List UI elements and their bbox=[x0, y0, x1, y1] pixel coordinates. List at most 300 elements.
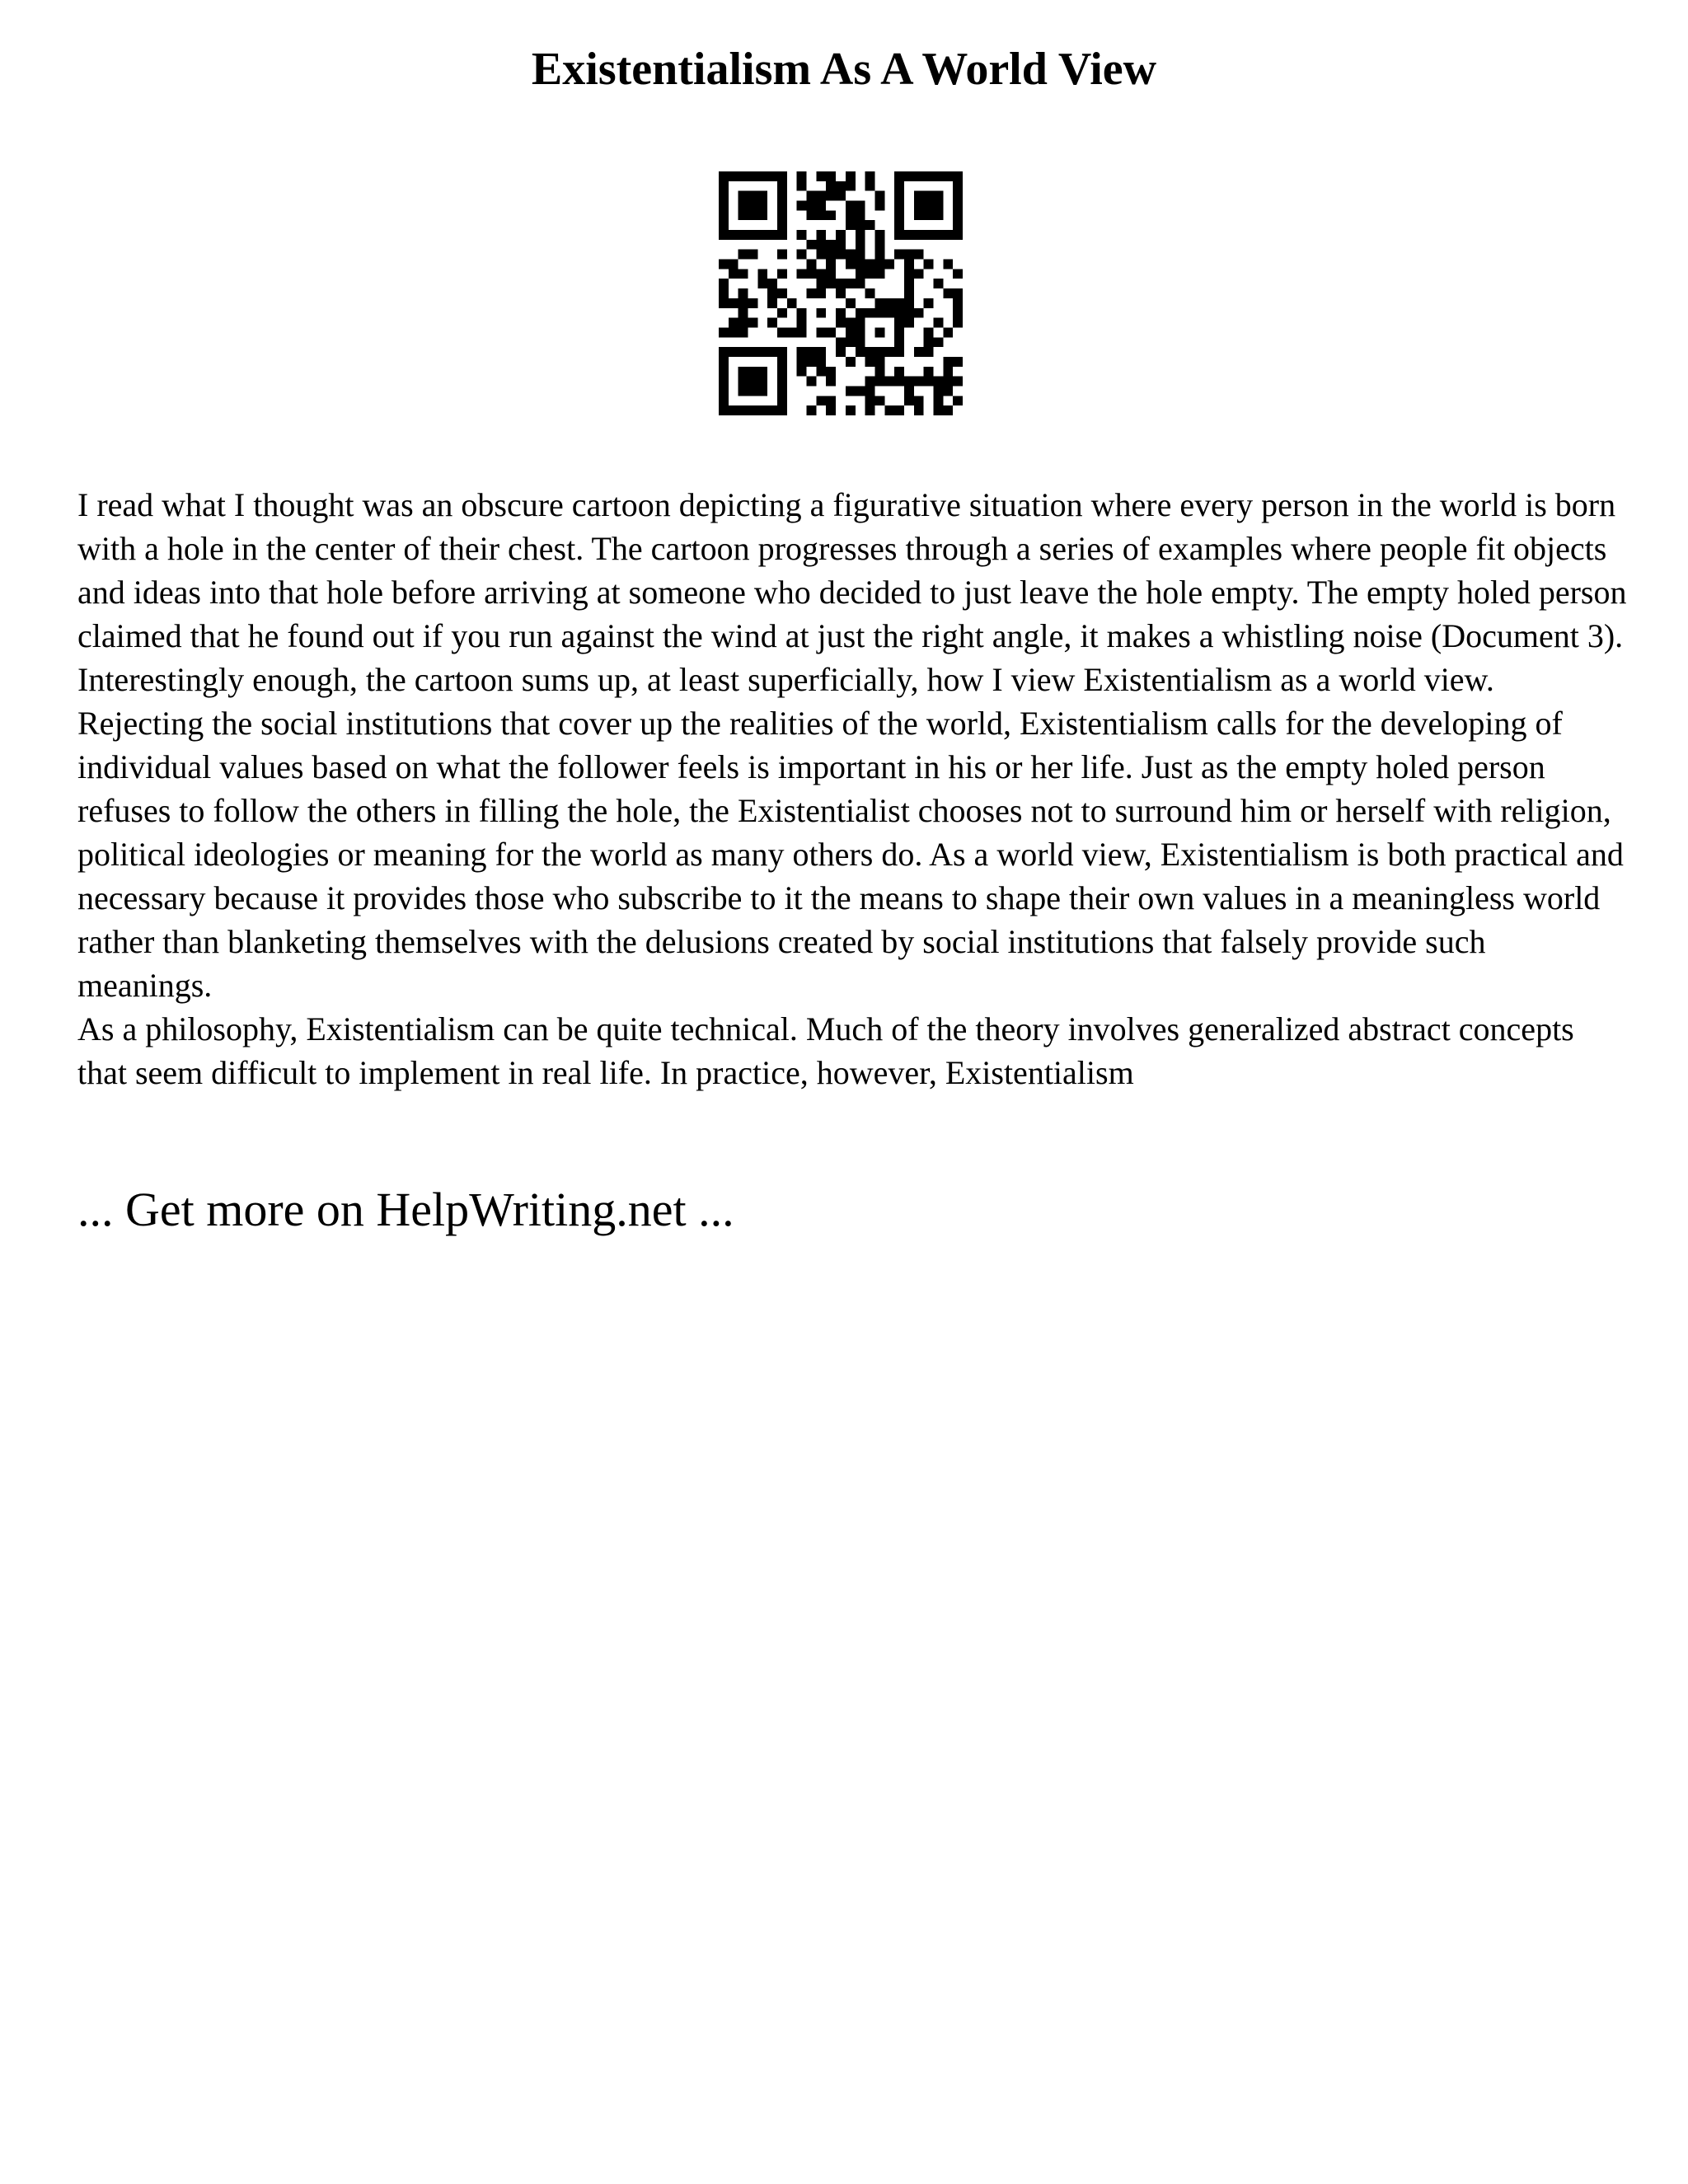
qr-module bbox=[719, 405, 729, 415]
qr-module bbox=[807, 357, 817, 367]
qr-module bbox=[816, 240, 826, 250]
qr-module bbox=[738, 367, 748, 377]
qr-module bbox=[933, 171, 943, 181]
qr-module bbox=[874, 327, 884, 337]
qr-module bbox=[797, 327, 807, 337]
qr-module bbox=[836, 318, 846, 328]
qr-module bbox=[719, 288, 729, 298]
qr-module bbox=[797, 250, 807, 260]
qr-module bbox=[856, 327, 865, 337]
qr-module bbox=[816, 288, 826, 298]
qr-module bbox=[856, 220, 865, 230]
qr-module bbox=[826, 250, 836, 260]
qr-module bbox=[924, 171, 934, 181]
qr-module bbox=[953, 181, 963, 191]
qr-module bbox=[719, 171, 729, 181]
qr-module bbox=[748, 298, 758, 308]
qr-module bbox=[757, 386, 767, 396]
qr-module bbox=[826, 327, 836, 337]
qr-module bbox=[874, 191, 884, 201]
qr-module bbox=[807, 240, 817, 250]
qr-module bbox=[738, 327, 748, 337]
qr-module bbox=[943, 386, 953, 396]
qr-module bbox=[797, 201, 807, 211]
qr-module bbox=[914, 347, 924, 357]
qr-module bbox=[748, 318, 758, 328]
qr-module bbox=[953, 377, 963, 387]
qr-module bbox=[943, 230, 953, 240]
qr-module bbox=[953, 220, 963, 230]
qr-module bbox=[767, 279, 777, 288]
qr-module bbox=[777, 171, 787, 181]
qr-module bbox=[757, 191, 767, 201]
qr-module bbox=[719, 347, 729, 357]
qr-module bbox=[865, 181, 875, 191]
qr-module bbox=[729, 318, 738, 328]
qr-module bbox=[748, 250, 758, 260]
qr-module bbox=[943, 377, 953, 387]
qr-module bbox=[836, 181, 846, 191]
qr-module bbox=[933, 191, 943, 201]
qr-module bbox=[933, 396, 943, 405]
qr-module bbox=[738, 298, 748, 308]
qr-module bbox=[729, 298, 738, 308]
qr-module bbox=[826, 396, 836, 405]
qr-module bbox=[865, 260, 875, 269]
qr-module bbox=[874, 269, 884, 279]
qr-module bbox=[738, 288, 748, 298]
qr-module bbox=[953, 210, 963, 220]
qr-module bbox=[874, 347, 884, 357]
qr-module bbox=[738, 386, 748, 396]
qr-module bbox=[719, 181, 729, 191]
qr-module bbox=[924, 260, 934, 269]
qr-module bbox=[846, 201, 856, 211]
qr-module bbox=[777, 347, 787, 357]
qr-module bbox=[757, 269, 767, 279]
get-more-link[interactable]: ... Get more on HelpWriting.net ... bbox=[77, 1183, 734, 1236]
qr-module bbox=[924, 201, 934, 211]
qr-module bbox=[874, 260, 884, 269]
qr-module bbox=[894, 405, 904, 415]
qr-module bbox=[874, 377, 884, 387]
qr-module bbox=[836, 279, 846, 288]
qr-module bbox=[767, 288, 777, 298]
qr-module bbox=[924, 367, 934, 377]
qr-module bbox=[777, 230, 787, 240]
qr-module bbox=[904, 308, 914, 318]
qr-module bbox=[894, 377, 904, 387]
qr-module bbox=[748, 405, 758, 415]
qr-module bbox=[846, 386, 856, 396]
qr-module bbox=[856, 308, 865, 318]
qr-module bbox=[846, 181, 856, 191]
qr-module bbox=[738, 269, 748, 279]
qr-module bbox=[719, 220, 729, 230]
qr-module bbox=[797, 308, 807, 318]
qr-module bbox=[856, 260, 865, 269]
qr-module bbox=[846, 357, 856, 367]
qr-module bbox=[874, 201, 884, 211]
qr-module bbox=[777, 367, 787, 377]
qr-module bbox=[933, 279, 943, 288]
qr-module bbox=[856, 337, 865, 347]
body-paragraph-2: As a philosophy, Existentialism can be quite technical. Much of the theory involves generalized abstract concepts that seem difficult to implement in real life. In practice, however, Existentialism bbox=[77, 1010, 1574, 1091]
qr-module bbox=[757, 347, 767, 357]
qr-module bbox=[777, 250, 787, 260]
qr-module bbox=[865, 357, 875, 367]
qr-module bbox=[767, 405, 777, 415]
qr-module bbox=[884, 308, 894, 318]
qr-module bbox=[836, 288, 846, 298]
qr-module bbox=[826, 191, 836, 201]
qr-module bbox=[943, 288, 953, 298]
qr-module bbox=[846, 279, 856, 288]
qr-module bbox=[738, 230, 748, 240]
qr-module bbox=[757, 279, 767, 288]
qr-module bbox=[904, 298, 914, 308]
qr-module bbox=[874, 250, 884, 260]
qr-module bbox=[729, 171, 738, 181]
qr-module bbox=[874, 357, 884, 367]
qr-module bbox=[914, 191, 924, 201]
qr-module bbox=[787, 327, 797, 337]
qr-module bbox=[933, 405, 943, 415]
qr-module bbox=[826, 405, 836, 415]
qr-module bbox=[777, 377, 787, 387]
qr-module bbox=[738, 318, 748, 328]
qr-module bbox=[894, 181, 904, 191]
qr-module bbox=[865, 308, 875, 318]
qr-module bbox=[856, 318, 865, 328]
qr-module bbox=[826, 240, 836, 250]
qr-module bbox=[874, 396, 884, 405]
qr-module bbox=[904, 318, 914, 328]
qr-module bbox=[924, 337, 934, 347]
qr-module bbox=[836, 191, 846, 201]
qr-module bbox=[894, 210, 904, 220]
qr-module bbox=[914, 269, 924, 279]
qr-module bbox=[816, 269, 826, 279]
document-title: Existentialism As A World View bbox=[531, 44, 1157, 95]
qr-module bbox=[738, 210, 748, 220]
qr-module bbox=[719, 201, 729, 211]
qr-module bbox=[836, 250, 846, 260]
qr-module bbox=[894, 230, 904, 240]
qr-module bbox=[924, 230, 934, 240]
qr-module bbox=[719, 298, 729, 308]
qr-module bbox=[914, 201, 924, 211]
qr-module bbox=[719, 191, 729, 201]
qr-module bbox=[729, 327, 738, 337]
qr-module bbox=[777, 288, 787, 298]
qr-module bbox=[933, 337, 943, 347]
qr-module bbox=[748, 210, 758, 220]
qr-module bbox=[777, 405, 787, 415]
qr-module bbox=[953, 357, 963, 367]
qr-module bbox=[904, 171, 914, 181]
qr-module bbox=[757, 171, 767, 181]
qr-module bbox=[738, 347, 748, 357]
qr-module bbox=[846, 210, 856, 220]
qr-module bbox=[924, 210, 934, 220]
qr-module bbox=[856, 201, 865, 211]
qr-module bbox=[719, 396, 729, 405]
qr-module bbox=[816, 396, 826, 405]
qr-module bbox=[816, 367, 826, 377]
qr-module bbox=[807, 405, 817, 415]
qr-module bbox=[894, 191, 904, 201]
qr-module bbox=[719, 279, 729, 288]
qr-module bbox=[748, 230, 758, 240]
qr-module bbox=[846, 405, 856, 415]
qr-module bbox=[924, 298, 934, 308]
qr-module bbox=[884, 347, 894, 357]
qr-module bbox=[777, 220, 787, 230]
qr-module bbox=[856, 240, 865, 250]
qr-module bbox=[816, 308, 826, 318]
qr-module bbox=[894, 347, 904, 357]
qr-module bbox=[953, 288, 963, 298]
qr-module bbox=[807, 191, 817, 201]
qr-module bbox=[777, 210, 787, 220]
qr-module bbox=[904, 269, 914, 279]
qr-module bbox=[856, 269, 865, 279]
qr-module bbox=[757, 405, 767, 415]
qr-module bbox=[894, 318, 904, 328]
qr-module bbox=[914, 396, 924, 405]
qr-module bbox=[914, 405, 924, 415]
qr-module bbox=[904, 386, 914, 396]
qr-module bbox=[729, 260, 738, 269]
qr-module bbox=[797, 230, 807, 240]
qr-module bbox=[738, 171, 748, 181]
qr-module bbox=[914, 250, 924, 260]
qr-module bbox=[748, 347, 758, 357]
qr-module bbox=[807, 347, 817, 357]
qr-module bbox=[904, 288, 914, 298]
qr-module bbox=[748, 377, 758, 387]
qr-module bbox=[953, 171, 963, 181]
qr-module bbox=[914, 230, 924, 240]
qr-module bbox=[816, 347, 826, 357]
qr-module bbox=[914, 171, 924, 181]
qr-module bbox=[767, 230, 777, 240]
qr-module bbox=[953, 318, 963, 328]
qr-module bbox=[865, 405, 875, 415]
qr-module bbox=[767, 347, 777, 357]
qr-module bbox=[748, 201, 758, 211]
qr-module bbox=[894, 337, 904, 347]
qr-module bbox=[836, 337, 846, 347]
qr-module bbox=[836, 347, 846, 357]
qr-module bbox=[865, 386, 875, 396]
qr-module bbox=[924, 347, 934, 357]
qr-module bbox=[826, 377, 836, 387]
qr-module bbox=[748, 386, 758, 396]
qr-module bbox=[943, 260, 953, 269]
qr-module bbox=[777, 269, 787, 279]
qr-module bbox=[787, 298, 797, 308]
qr-module bbox=[914, 210, 924, 220]
qr-module bbox=[797, 357, 807, 367]
qr-module bbox=[719, 367, 729, 377]
qr-module bbox=[933, 318, 943, 328]
qr-module bbox=[943, 367, 953, 377]
qr-module bbox=[874, 230, 884, 240]
qr-module bbox=[953, 396, 963, 405]
qr-module bbox=[894, 201, 904, 211]
qr-module bbox=[904, 377, 914, 387]
qr-module bbox=[757, 377, 767, 387]
qr-module bbox=[865, 347, 875, 357]
qr-module bbox=[738, 377, 748, 387]
qr-module bbox=[846, 250, 856, 260]
qr-module bbox=[894, 220, 904, 230]
qr-module bbox=[797, 269, 807, 279]
qr-module bbox=[865, 269, 875, 279]
qr-module bbox=[874, 298, 884, 308]
qr-module bbox=[904, 230, 914, 240]
qr-module bbox=[953, 308, 963, 318]
qr-module bbox=[846, 318, 856, 328]
qr-module bbox=[856, 250, 865, 260]
qr-module bbox=[757, 367, 767, 377]
qr-module bbox=[719, 210, 729, 220]
qr-module bbox=[826, 210, 836, 220]
qr-module bbox=[933, 386, 943, 396]
qr-module bbox=[797, 347, 807, 357]
qr-module bbox=[953, 191, 963, 201]
qr-module bbox=[846, 220, 856, 230]
document-body bbox=[77, 483, 1627, 1094]
qr-module bbox=[884, 260, 894, 269]
qr-module bbox=[767, 171, 777, 181]
qr-module bbox=[856, 347, 865, 357]
qr-module bbox=[807, 260, 817, 269]
qr-module bbox=[797, 318, 807, 328]
qr-module bbox=[816, 279, 826, 288]
qr-module bbox=[856, 210, 865, 220]
qr-module bbox=[826, 171, 836, 181]
qr-module bbox=[738, 191, 748, 201]
qr-module bbox=[738, 201, 748, 211]
body-paragraph-1: I read what I thought was an obscure cartoon depicting a figurative situation where every person in the world is born with a hole in the center of their chest. The cartoon progresses through a series of examples where people fit objects and ideas into that hole before arriving at someone who decided to just leave the hole empty. The empty holed person claimed that he found out if you run against the wind at just the right angle, it makes a whistling noise (Document 3). Interestingly enough, the cartoon sums up, at least superficially, how I view Existentialism as a world view. Rejecting the social institutions that cover up the realities of the world, Existentialism calls for the developing of individual values based on what the follower feels is important in his or her life. Just as the empty holed person refuses to follow the others in filling the hole, the Existentialist chooses not to surround him or herself with religion, political ideologies or meaning for the world as many others do. As a world view, Existentialism is both practical and necessary because it provides those who subscribe to it the means to shape their own values in a meaningless world rather than blanketing themselves with the delusions created by social institutions that falsely provide such meanings. bbox=[77, 486, 1627, 1004]
qr-module bbox=[719, 386, 729, 396]
qr-module bbox=[894, 250, 904, 260]
qr-module bbox=[894, 367, 904, 377]
qr-module bbox=[757, 201, 767, 211]
qr-module bbox=[738, 308, 748, 318]
qr-module bbox=[807, 377, 817, 387]
qr-module bbox=[836, 308, 846, 318]
qr-module bbox=[933, 377, 943, 387]
qr-module bbox=[865, 171, 875, 181]
qr-module bbox=[767, 298, 777, 308]
qr-module bbox=[904, 250, 914, 260]
qr-module bbox=[904, 260, 914, 269]
qr-code-icon bbox=[719, 171, 963, 415]
qr-module bbox=[757, 210, 767, 220]
qr-module bbox=[846, 337, 856, 347]
qr-module bbox=[748, 367, 758, 377]
qr-module bbox=[943, 327, 953, 337]
qr-module bbox=[797, 367, 807, 377]
qr-module bbox=[797, 171, 807, 181]
qr-module bbox=[729, 347, 738, 357]
qr-module bbox=[865, 220, 875, 230]
qr-module bbox=[748, 191, 758, 201]
qr-module bbox=[807, 201, 817, 211]
qr-module bbox=[777, 396, 787, 405]
qr-module bbox=[719, 230, 729, 240]
qr-module bbox=[894, 171, 904, 181]
qr-module bbox=[757, 230, 767, 240]
qr-module bbox=[816, 210, 826, 220]
qr-module bbox=[777, 181, 787, 191]
qr-module bbox=[767, 318, 777, 328]
qr-module bbox=[953, 269, 963, 279]
qr-module bbox=[865, 377, 875, 387]
qr-module bbox=[874, 367, 884, 377]
qr-module bbox=[826, 260, 836, 269]
qr-module bbox=[807, 210, 817, 220]
qr-module bbox=[943, 357, 953, 367]
qr-module bbox=[777, 357, 787, 367]
qr-module bbox=[816, 327, 826, 337]
qr-module bbox=[856, 279, 865, 288]
qr-module bbox=[777, 201, 787, 211]
qr-module bbox=[816, 230, 826, 240]
qr-module bbox=[884, 405, 894, 415]
qr-module bbox=[865, 396, 875, 405]
qr-module bbox=[953, 298, 963, 308]
qr-module bbox=[933, 210, 943, 220]
qr-module bbox=[816, 201, 826, 211]
qr-module bbox=[894, 327, 904, 337]
qr-module bbox=[953, 230, 963, 240]
qr-module bbox=[943, 171, 953, 181]
qr-module bbox=[729, 230, 738, 240]
qr-module bbox=[856, 386, 865, 396]
qr-module bbox=[777, 386, 787, 396]
qr-module bbox=[904, 279, 914, 288]
qr-module bbox=[719, 327, 729, 337]
qr-module bbox=[846, 171, 856, 181]
qr-module bbox=[914, 308, 924, 318]
qr-module bbox=[719, 260, 729, 269]
qr-module bbox=[807, 288, 817, 298]
qr-module bbox=[953, 201, 963, 211]
qr-module bbox=[777, 191, 787, 201]
qr-module bbox=[894, 298, 904, 308]
qr-module bbox=[807, 269, 817, 279]
qr-module bbox=[816, 171, 826, 181]
qr-module bbox=[816, 250, 826, 260]
qr-module bbox=[856, 230, 865, 240]
qr-module bbox=[943, 405, 953, 415]
qr-module bbox=[846, 260, 856, 269]
qr-module bbox=[836, 240, 846, 250]
qr-module bbox=[826, 367, 836, 377]
qr-module bbox=[874, 240, 884, 250]
qr-module bbox=[836, 230, 846, 240]
qr-module bbox=[826, 279, 836, 288]
qr-module bbox=[884, 377, 894, 387]
qr-module bbox=[729, 269, 738, 279]
qr-module bbox=[884, 298, 894, 308]
qr-module bbox=[933, 201, 943, 211]
